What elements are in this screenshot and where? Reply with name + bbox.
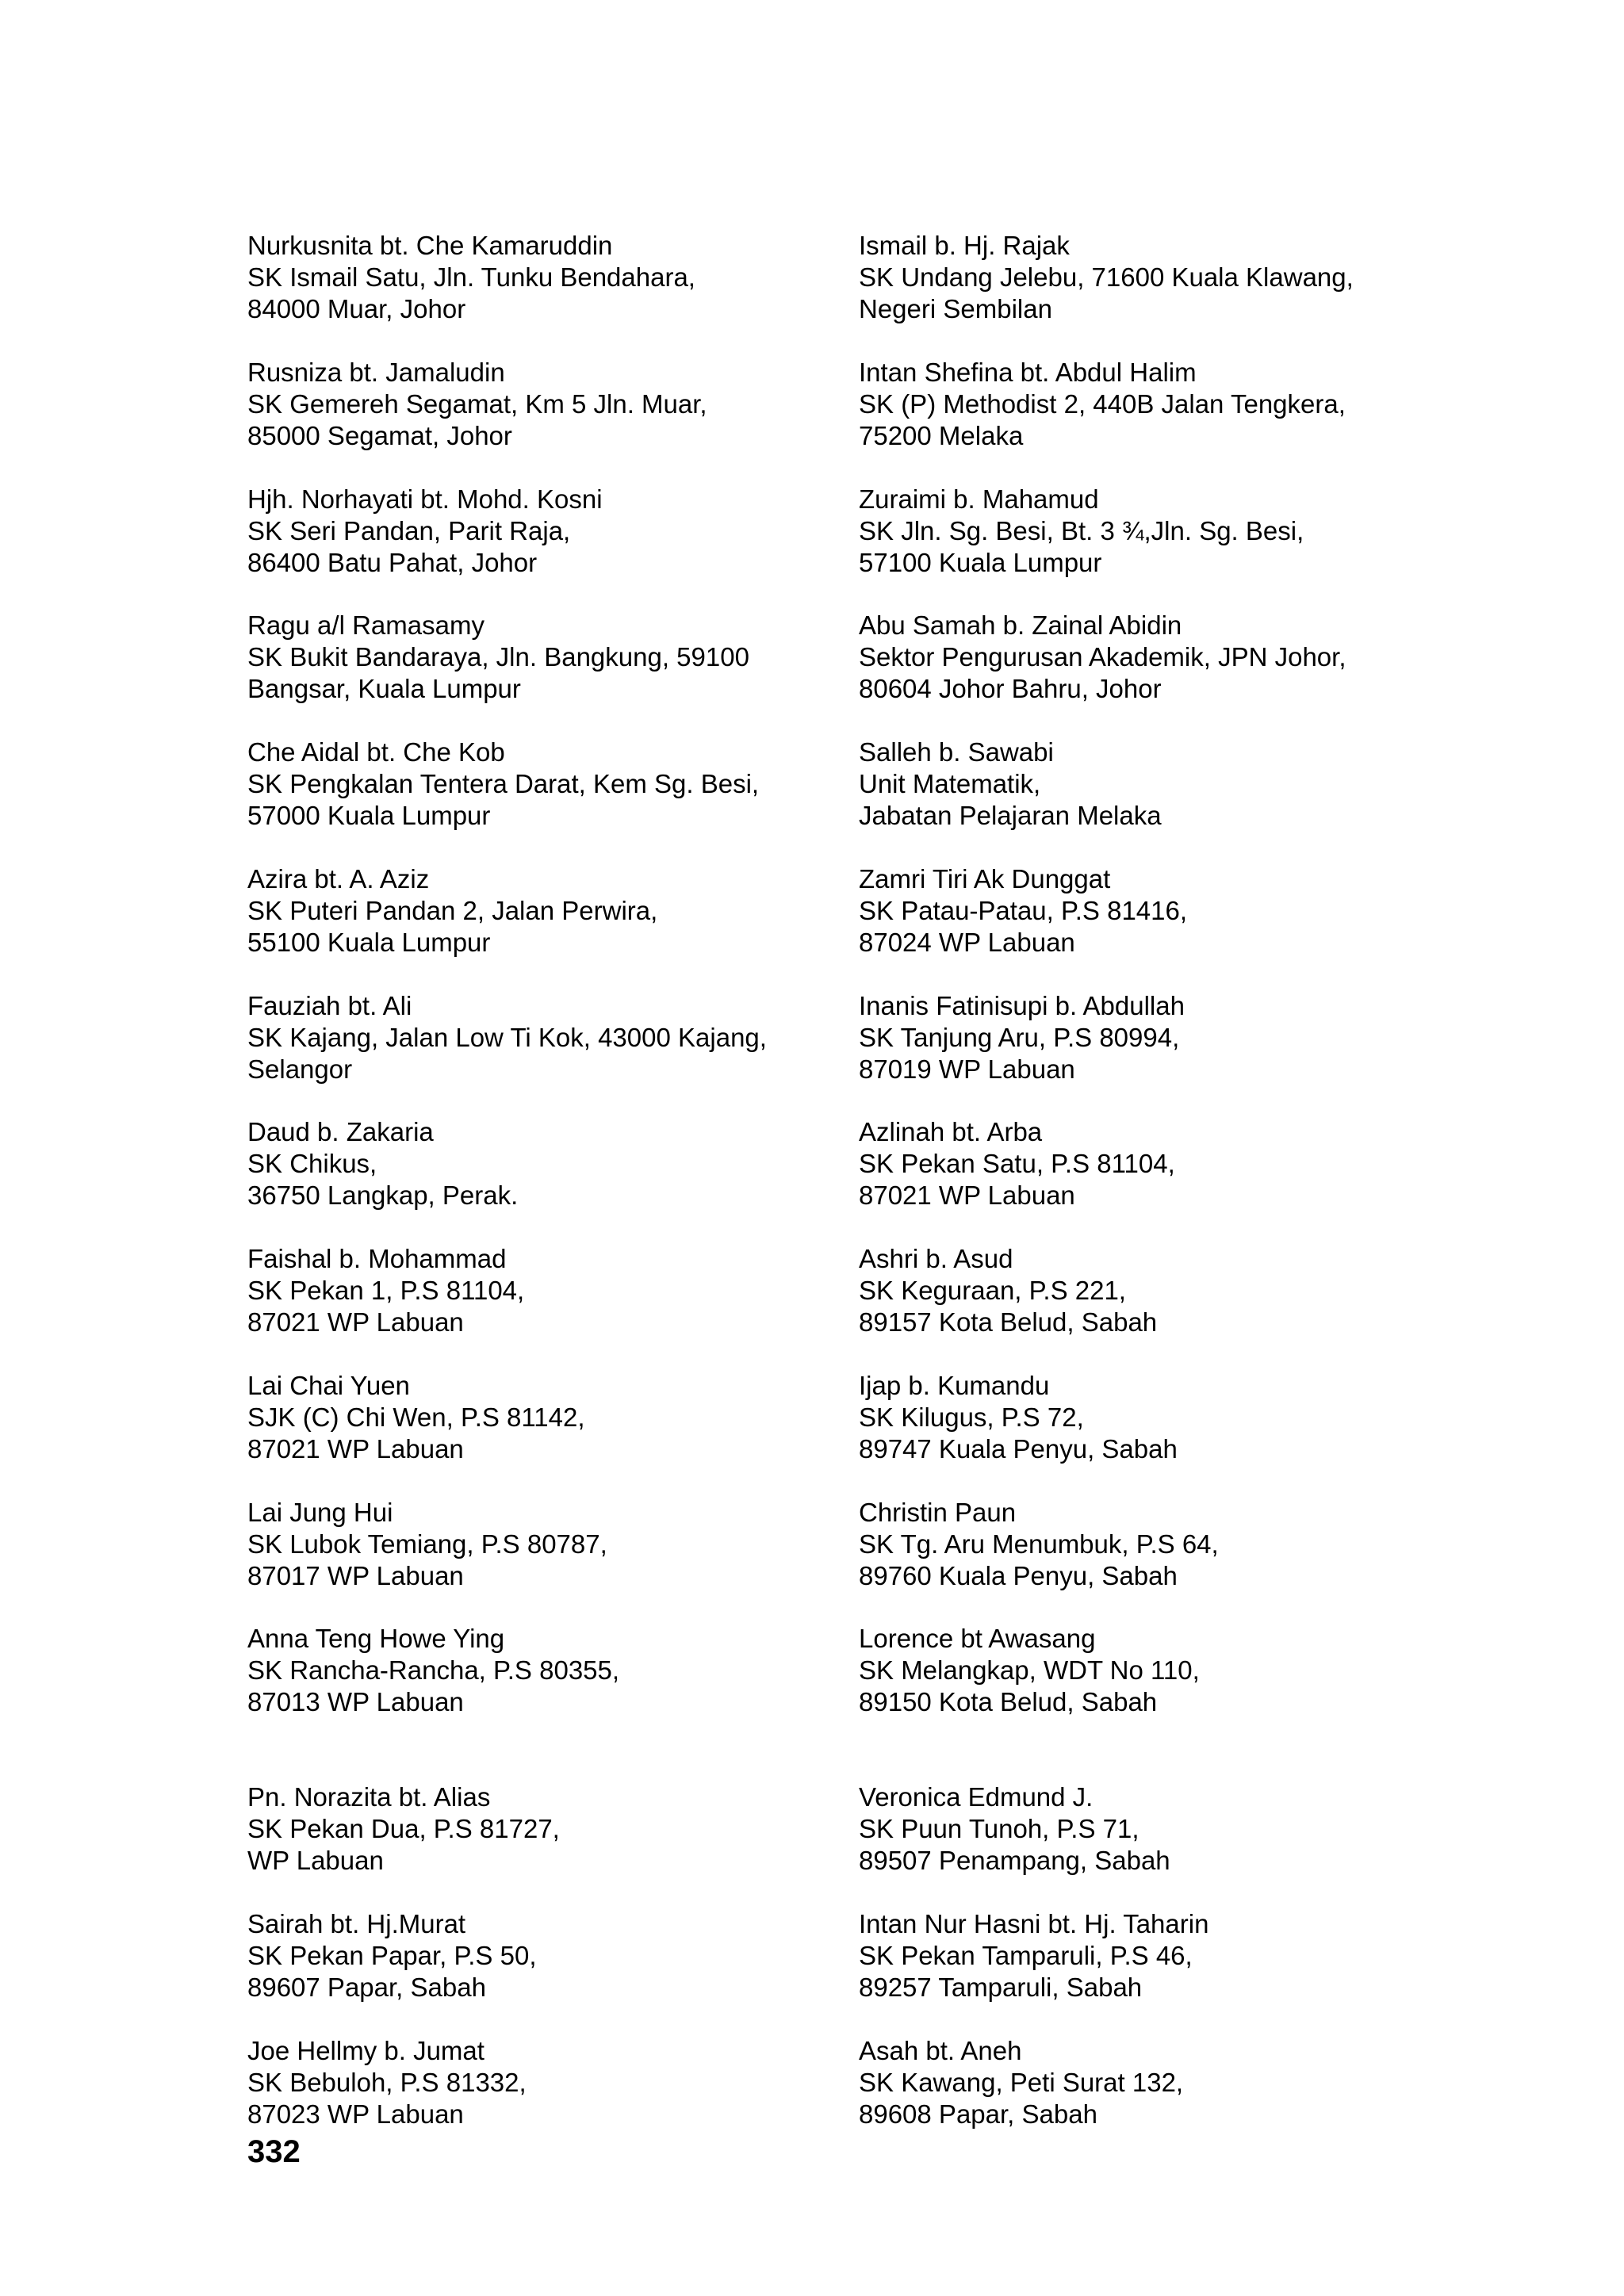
entry-name: Azira bt. A. Aziz <box>247 864 430 894</box>
entry-address-line1: SK Lubok Temiang, P.S 80787, <box>247 1529 607 1559</box>
entry-address-line1: SK Seri Pandan, Parit Raja, <box>247 516 571 545</box>
address-entry <box>859 1497 1461 1592</box>
entry-address-line1: SK Undang Jelebu, 71600 Kuala Klawang, <box>859 262 1354 292</box>
entry-name: Zamri Tiri Ak Dunggat <box>859 864 1111 894</box>
entry-address-line1: SK Tanjung Aru, P.S 80994, <box>859 1023 1180 1052</box>
entry-address-line1: SK Kilugus, P.S 72, <box>859 1402 1084 1432</box>
entry-address-line1: SK Pekan Tamparuli, P.S 46, <box>859 1941 1193 1970</box>
entry-address-line2: 87023 WP Labuan <box>247 2099 464 2129</box>
address-entry <box>247 1497 850 1592</box>
entry-name: Anna Teng Howe Ying <box>247 1624 505 1653</box>
entry-address-line1: SK Puun Tunoh, P.S 71, <box>859 1814 1139 1843</box>
entry-address-line2: 89150 Kota Belud, Sabah <box>859 1687 1158 1716</box>
address-entry <box>247 1908 850 2003</box>
address-entry <box>247 357 850 452</box>
entry-address-line2: 89507 Penampang, Sabah <box>859 1846 1170 1875</box>
entry-address-line1: SK Rancha-Rancha, P.S 80355, <box>247 1655 620 1685</box>
entry-name: Sairah bt. Hj.Murat <box>247 1909 466 1938</box>
entry-address-line2: 89257 Tamparuli, Sabah <box>859 1973 1143 2002</box>
entry-address-line2: Selangor <box>247 1054 353 1084</box>
entry-address-line2: 87019 WP Labuan <box>859 1054 1075 1084</box>
address-entry <box>859 1908 1461 2003</box>
entry-name: Inanis Fatinisupi b. Abdullah <box>859 991 1185 1020</box>
entry-address-line2: 89157 Kota Belud, Sabah <box>859 1307 1158 1337</box>
entry-name: Intan Nur Hasni bt. Hj. Taharin <box>859 1909 1209 1938</box>
address-entry <box>859 357 1461 452</box>
entry-name: Ismail b. Hj. Rajak <box>859 231 1070 260</box>
entry-address-line2: WP Labuan <box>247 1846 384 1875</box>
entry-address-line1: SK Kawang, Peti Surat 132, <box>859 2068 1184 2097</box>
entry-address-line1: Unit Matematik, <box>859 769 1041 798</box>
entry-name: Ashri b. Asud <box>859 1244 1013 1273</box>
entry-address-line2: 80604 Johor Bahru, Johor <box>859 674 1162 703</box>
entry-address-line1: SK Pekan Papar, P.S 50, <box>247 1941 537 1970</box>
entry-address-line1: SK (P) Methodist 2, 440B Jalan Tengkera, <box>859 389 1346 419</box>
entry-address-line1: SK Gemereh Segamat, Km 5 Jln. Muar, <box>247 389 707 419</box>
entry-address-line1: SK Bebuloh, P.S 81332, <box>247 2068 527 2097</box>
entry-address-line2: 89607 Papar, Sabah <box>247 1973 486 2002</box>
entry-address-line1: SK Jln. Sg. Besi, Bt. 3 ¾,Jln. Sg. Besi, <box>859 516 1304 545</box>
entry-address-line2: 87021 WP Labuan <box>247 1307 464 1337</box>
entry-address-line1: SK Kajang, Jalan Low Ti Kok, 43000 Kajang, <box>247 1023 767 1052</box>
entry-address-line2: 57000 Kuala Lumpur <box>247 801 491 830</box>
entry-address-line2: Negeri Sembilan <box>859 294 1052 323</box>
entry-address-line2: 57100 Kuala Lumpur <box>859 548 1102 577</box>
entry-name: Faishal b. Mohammad <box>247 1244 507 1273</box>
entry-address-line1: SK Tg. Aru Menumbuk, P.S 64, <box>859 1529 1219 1559</box>
entry-address-line2: 84000 Muar, Johor <box>247 294 466 323</box>
entry-name: Hjh. Norhayati bt. Mohd. Kosni <box>247 484 603 514</box>
entry-name: Abu Samah b. Zainal Abidin <box>859 610 1182 640</box>
address-entry <box>859 1370 1461 1465</box>
address-entry <box>859 484 1461 579</box>
address-entry <box>247 1116 850 1211</box>
entry-address-line2: 87013 WP Labuan <box>247 1687 464 1716</box>
entry-address-line2: 36750 Langkap, Perak. <box>247 1181 519 1210</box>
address-entry <box>859 2035 1461 2130</box>
address-entry <box>247 1781 850 1877</box>
address-entry <box>247 610 850 705</box>
entry-name: Intan Shefina bt. Abdul Halim <box>859 358 1197 387</box>
address-entry <box>247 484 850 579</box>
address-entry <box>859 1781 1461 1877</box>
entry-name: Asah bt. Aneh <box>859 2036 1022 2065</box>
address-entry <box>859 1243 1461 1338</box>
entry-address-line1: SK Puteri Pandan 2, Jalan Perwira, <box>247 896 658 925</box>
entry-name: Salleh b. Sawabi <box>859 737 1054 767</box>
address-entry <box>859 610 1461 705</box>
entry-address-line1: SK Pengkalan Tentera Darat, Kem Sg. Besi, <box>247 769 760 798</box>
entry-address-line2: 55100 Kuala Lumpur <box>247 928 491 957</box>
entry-name: Joe Hellmy b. Jumat <box>247 2036 485 2065</box>
page-number: 332 <box>247 2134 301 2169</box>
entry-address-line2: 89760 Kuala Penyu, Sabah <box>859 1561 1178 1590</box>
entry-name: Nurkusnita bt. Che Kamaruddin <box>247 231 613 260</box>
entry-address-line1: SK Pekan Satu, P.S 81104, <box>859 1149 1175 1178</box>
entry-name: Lai Chai Yuen <box>247 1371 410 1400</box>
entry-name: Ijap b. Kumandu <box>859 1371 1050 1400</box>
entry-address-line1: SK Keguraan, P.S 221, <box>859 1276 1126 1305</box>
entry-address-line2: 87024 WP Labuan <box>859 928 1075 957</box>
address-entry <box>859 1623 1461 1718</box>
address-entry <box>247 1623 850 1718</box>
entry-address-line2: Bangsar, Kuala Lumpur <box>247 674 521 703</box>
entry-address-line1: SK Pekan Dua, P.S 81727, <box>247 1814 560 1843</box>
address-entry <box>247 230 850 325</box>
entry-address-line1: SK Pekan 1, P.S 81104, <box>247 1276 525 1305</box>
entry-name: Lorence bt Awasang <box>859 1624 1096 1653</box>
entry-address-line2: Jabatan Pelajaran Melaka <box>859 801 1162 830</box>
address-entry <box>859 990 1461 1085</box>
address-entry <box>859 737 1461 832</box>
entry-address-line1: SK Chikus, <box>247 1149 377 1178</box>
entry-name: Pn. Norazita bt. Alias <box>247 1782 491 1812</box>
entry-name: Azlinah bt. Arba <box>859 1117 1043 1146</box>
entry-name: Lai Jung Hui <box>247 1498 393 1527</box>
address-entry <box>859 1116 1461 1211</box>
address-entry <box>247 990 850 1085</box>
entry-address-line2: 75200 Melaka <box>859 421 1024 450</box>
entry-name: Ragu a/l Ramasamy <box>247 610 485 640</box>
entry-name: Veronica Edmund J. <box>859 1782 1094 1812</box>
entry-address-line1: SJK (C) Chi Wen, P.S 81142, <box>247 1402 585 1432</box>
address-entry <box>247 863 850 959</box>
entry-name: Zuraimi b. Mahamud <box>859 484 1099 514</box>
entry-address-line1: SK Melangkap, WDT No 110, <box>859 1655 1200 1685</box>
entry-name: Fauziah bt. Ali <box>247 991 412 1020</box>
entry-name: Daud b. Zakaria <box>247 1117 434 1146</box>
address-entry <box>247 1370 850 1465</box>
entry-address-line1: SK Patau-Patau, P.S 81416, <box>859 896 1188 925</box>
entry-address-line2: 86400 Batu Pahat, Johor <box>247 548 538 577</box>
entry-address-line1: SK Bukit Bandaraya, Jln. Bangkung, 59100 <box>247 642 749 672</box>
address-entry <box>247 1243 850 1338</box>
entry-address-line2: 89747 Kuala Penyu, Sabah <box>859 1434 1178 1464</box>
address-entry <box>859 230 1461 325</box>
address-entry <box>247 2035 850 2130</box>
entry-name: Rusniza bt. Jamaludin <box>247 358 505 387</box>
entry-name: Christin Paun <box>859 1498 1017 1527</box>
entry-address-line1: Sektor Pengurusan Akademik, JPN Johor, <box>859 642 1346 672</box>
entry-address-line2: 85000 Segamat, Johor <box>247 421 512 450</box>
entry-address-line2: 87017 WP Labuan <box>247 1561 464 1590</box>
address-entry <box>859 863 1461 959</box>
entry-address-line2: 87021 WP Labuan <box>859 1181 1075 1210</box>
entry-address-line1: SK Ismail Satu, Jln. Tunku Bendahara, <box>247 262 695 292</box>
entry-address-line2: 89608 Papar, Sabah <box>859 2099 1097 2129</box>
entry-name: Che Aidal bt. Che Kob <box>247 737 505 767</box>
entry-address-line2: 87021 WP Labuan <box>247 1434 464 1464</box>
address-entry <box>247 737 850 832</box>
